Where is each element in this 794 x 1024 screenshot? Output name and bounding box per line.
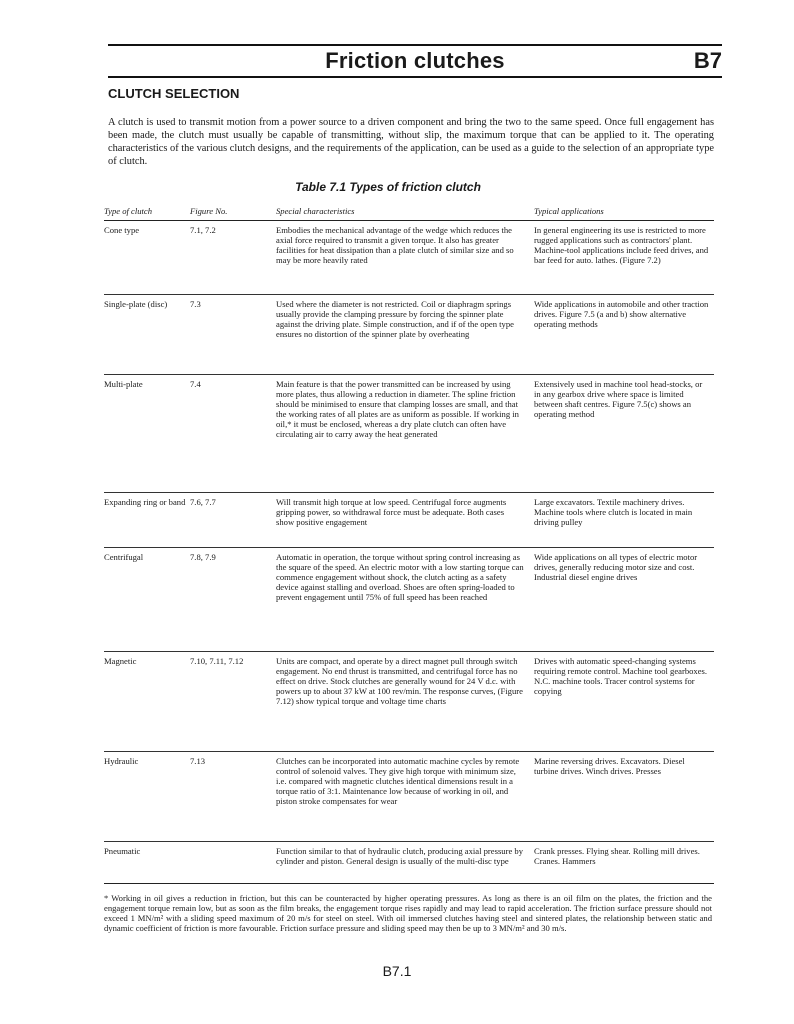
page-number: B7.1 bbox=[382, 963, 412, 979]
table-row bbox=[104, 493, 714, 548]
intro-text: A clutch is used to transmit motion from a power source to a driven component and bring the two to the same speed. Once full engagement has been made, the clutch must usually be capable of transmitting, without slip, the maximum torque that can be applied to it. The operating characteristics of the various clutch designs, and the requirements of the application, can be used as a guide to the selection of an appropriate type of clutch. bbox=[108, 117, 714, 167]
cell-figure: 7.6, 7.7 bbox=[190, 493, 276, 548]
cell-figure: 7.3 bbox=[190, 295, 276, 375]
header-characteristics: Special characteristics bbox=[276, 200, 534, 221]
table-row bbox=[104, 652, 714, 752]
cell-figure: 7.4 bbox=[190, 375, 276, 493]
cell-type: Hydraulic bbox=[104, 752, 190, 842]
cell-applications: Crank presses. Flying shear. Rolling mill drives. Cranes. Hammers bbox=[534, 842, 714, 884]
cell-figure: 7.10, 7.11, 7.12 bbox=[190, 652, 276, 752]
section-code: B7 bbox=[693, 48, 722, 73]
cell-characteristics: Automatic in operation, the torque without spring control increasing as the square of the speed. An electric motor with a low starting torque can commence engagement without shock, the clutch acting as a safety device against stalling and overload. Shoes are often spring-loaded to prevent engagement until 75% of full speed has been reached bbox=[276, 548, 534, 652]
table-caption: Table 7.1 Types of friction clutch bbox=[295, 180, 481, 194]
table-row bbox=[104, 221, 714, 295]
cell-type: Centrifugal bbox=[104, 548, 190, 652]
clutch-types-table bbox=[104, 200, 714, 884]
cell-applications: Drives with automatic speed-changing systems requiring remote control. Machine tool gearboxes. N.C. machine tools. Tracer control systems for copying bbox=[534, 652, 714, 752]
cell-type: Expanding ring or band bbox=[104, 493, 190, 548]
cell-characteristics: Embodies the mechanical advantage of the wedge which reduces the axial force required to transmit a given torque. It also has greater facilities for heat dissipation than a plate clutch of similar size and so may be more heavily rated bbox=[276, 221, 534, 295]
cell-figure: 7.8, 7.9 bbox=[190, 548, 276, 652]
cell-type: Magnetic bbox=[104, 652, 190, 752]
cell-applications: Wide applications in automobile and other traction drives. Figure 7.5 (a and b) show alternative operating methods bbox=[534, 295, 714, 375]
intro-paragraph bbox=[108, 116, 714, 168]
cell-characteristics: Will transmit high torque at low speed. Centrifugal force augments gripping power, so withdrawal force must be adequate. Both cases show positive engagement bbox=[276, 493, 534, 548]
cell-figure: 7.13 bbox=[190, 752, 276, 842]
cell-applications: Marine reversing drives. Excavators. Diesel turbine drives. Winch drives. Presses bbox=[534, 752, 714, 842]
cell-characteristics: Used where the diameter is not restricted. Coil or diaphragm springs usually provide the clamping pressure by forcing the spinner plate against the driving plate. Simple construction, and if of the open type ensures no distortion of the spinner plate by overheating bbox=[276, 295, 534, 375]
table-row bbox=[104, 752, 714, 842]
table-header-row bbox=[104, 200, 714, 221]
cell-type: Multi-plate bbox=[104, 375, 190, 493]
cell-characteristics: Main feature is that the power transmitted can be increased by using more plates, thus allowing a reduction in diameter. The spline friction should be minimised to ensure that clamping losses are small, and that the working rates of all plates are as uniform as possible. If working in oil,* it must be enclosed, whereas a dry plate clutch can often have circulating air to carry away the heat generated bbox=[276, 375, 534, 493]
footnote bbox=[104, 893, 712, 933]
header-type: Type of clutch bbox=[104, 200, 190, 221]
header-applications: Typical applications bbox=[534, 200, 714, 221]
cell-characteristics: Function similar to that of hydraulic clutch, producing axial pressure by cylinder and piston. General design is usually of the multi-disc type bbox=[276, 842, 534, 884]
section-heading: CLUTCH SELECTION bbox=[108, 86, 240, 101]
header-figure: Figure No. bbox=[190, 200, 276, 221]
cell-type: Pneumatic bbox=[104, 842, 190, 884]
cell-figure bbox=[190, 842, 276, 884]
cell-type: Cone type bbox=[104, 221, 190, 295]
cell-applications: Large excavators. Textile machinery drives. Machine tools where clutch is located in main driving pulley bbox=[534, 493, 714, 548]
cell-characteristics: Clutches can be incorporated into automatic machine cycles by remote control of solenoid valves. They give high torque with minimum size, i.e. compared with magnetic clutches identical dimensions result in a torque ratio of 3:1. Maintenance low because of working in oil, and piston stroke compensates for wear bbox=[276, 752, 534, 842]
table-row bbox=[104, 548, 714, 652]
footnote-text: * Working in oil gives a reduction in friction, but this can be counteracted by higher operating pressures. As long as there is an oil film on the plates, the friction and the engagement torque remain low, but as soon as the film breaks, the engagement torque rises rapidly and may lead to rapid acceleration. The friction surface pressure should not exceed 1 MN/m² with a sliding speed maximum of 20 m/s for steel on steel. With oil immersed clutches having steel and sintered plates, the relationship between static and dynamic coefficient of friction is more favourable. Friction surface pressure and sliding speed may then be up to 3 MN/m² and 30 m/s. bbox=[104, 893, 712, 933]
cell-figure: 7.1, 7.2 bbox=[190, 221, 276, 295]
cell-applications: Wide applications on all types of electric motor drives, generally reducing motor size and cost. Industrial diesel engine drives bbox=[534, 548, 714, 652]
page-title: Friction clutches bbox=[325, 48, 505, 73]
header-top-rule bbox=[108, 44, 722, 46]
table-row bbox=[104, 842, 714, 884]
cell-applications: Extensively used in machine tool head-stocks, or in any gearbox drive where space is limited between shaft centres. Figure 7.5(c) shows an operating method bbox=[534, 375, 714, 493]
table-row bbox=[104, 295, 714, 375]
header-bottom-rule bbox=[108, 76, 722, 78]
cell-type: Single-plate (disc) bbox=[104, 295, 190, 375]
cell-characteristics: Units are compact, and operate by a direct magnet pull through switch engagement. No end thrust is transmitted, and centrifugal force has no effect on drive. Stock clutches are generally wound for 24 V d.c. with powers up to about 37 kW at 100 rev/min. The response curves, (Figure 7.12) show typical torque and voltage time charts bbox=[276, 652, 534, 752]
table-row bbox=[104, 375, 714, 493]
cell-applications: In general engineering its use is restricted to more rugged applications such as contractors' plant. Machine-tool applications include feed drives, and bar feed for auto. lathes. (Figure 7.2) bbox=[534, 221, 714, 295]
